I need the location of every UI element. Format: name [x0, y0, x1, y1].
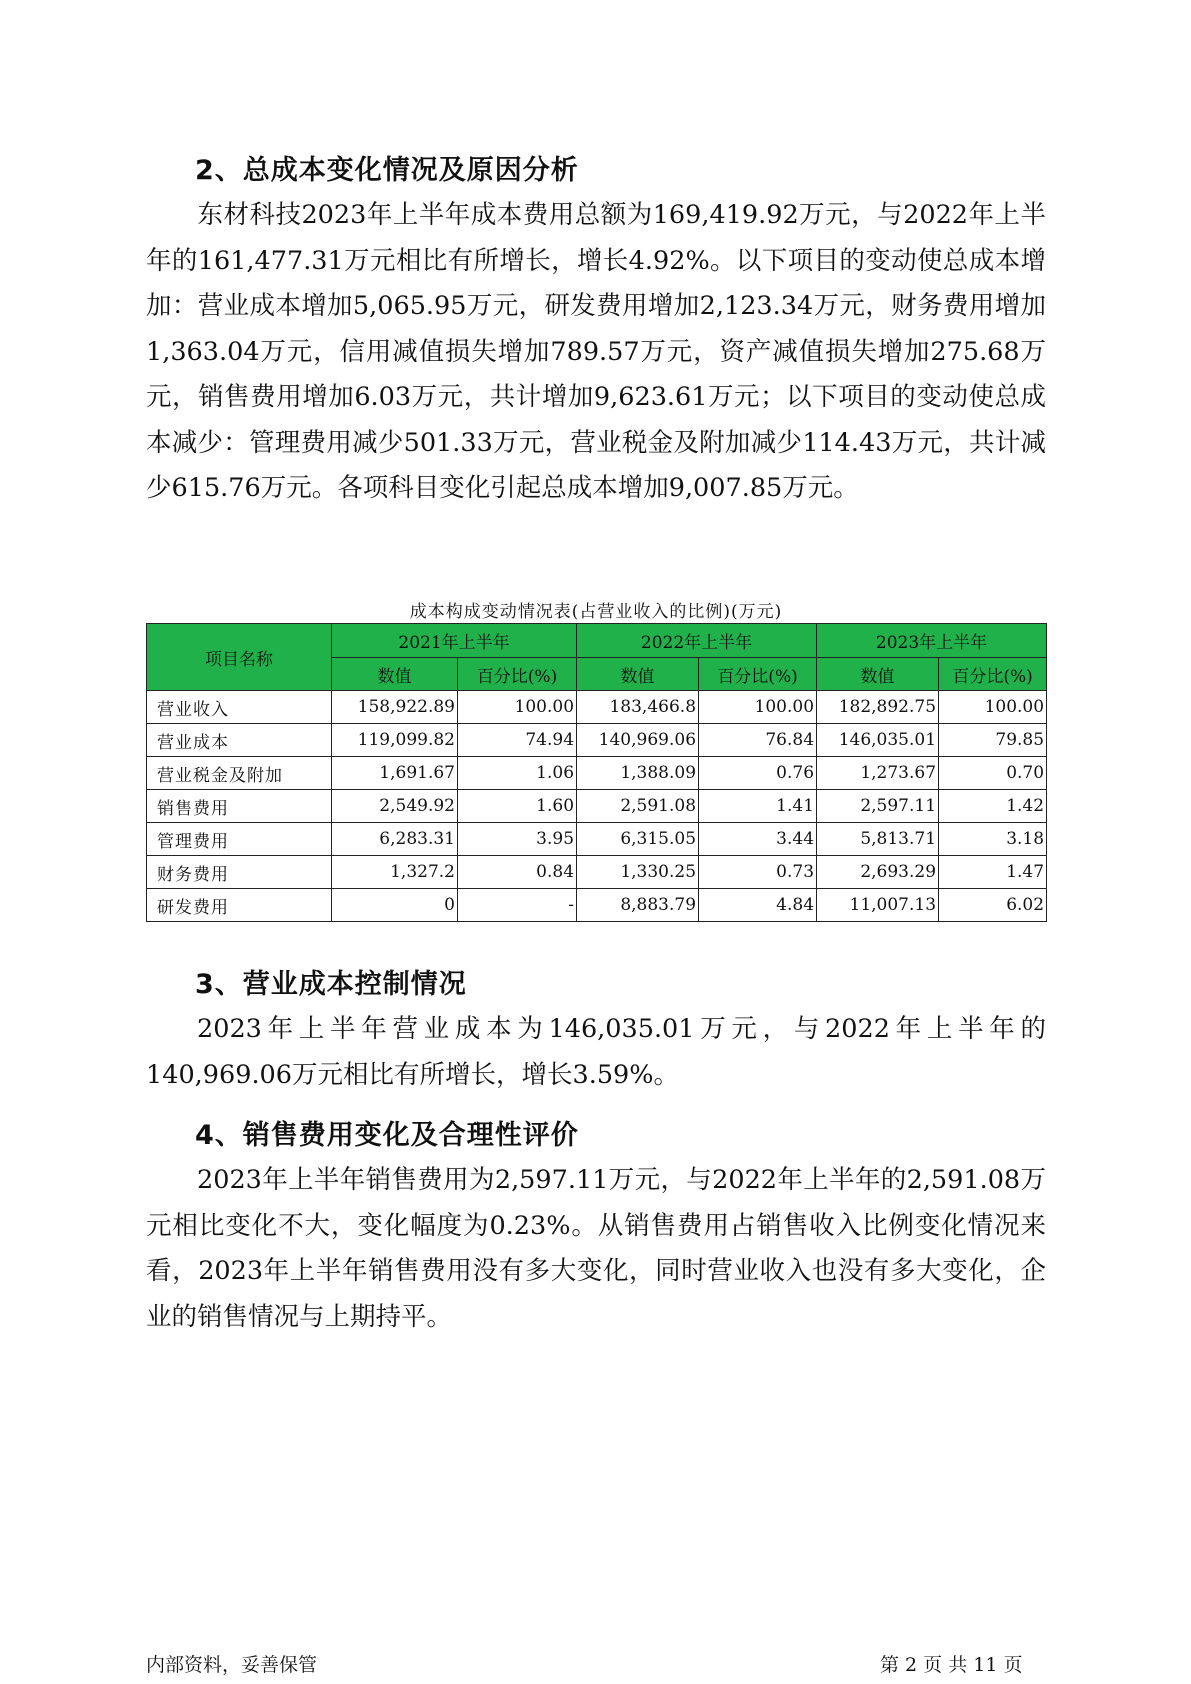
percent-2023: 100.00 [939, 691, 1047, 724]
value-2023: 146,035.01 [817, 724, 939, 757]
table-row [147, 790, 1047, 823]
value-2023: 11,007.13 [817, 889, 939, 922]
value-2021: 1,691.67 [332, 757, 458, 790]
percent-2023: 0.70 [939, 757, 1047, 790]
percent-subheader: 百分比(%) [458, 658, 577, 691]
percent-2023: 3.18 [939, 823, 1047, 856]
period-header-2022: 2022年上半年 [577, 624, 817, 658]
percent-2022: 1.41 [699, 790, 817, 823]
table-row [147, 823, 1047, 856]
value-2023: 1,273.67 [817, 757, 939, 790]
percent-2023: 1.47 [939, 856, 1047, 889]
value-2021: 1,327.2 [332, 856, 458, 889]
percent-2022: 0.76 [699, 757, 817, 790]
percent-subheader: 百分比(%) [939, 658, 1047, 691]
row-name: 营业收入 [147, 691, 332, 724]
percent-2022: 4.84 [699, 889, 817, 922]
percent-2023: 6.02 [939, 889, 1047, 922]
section3-heading: 3、营业成本控制情况 [195, 969, 467, 1000]
percent-2022: 76.84 [699, 724, 817, 757]
percent-2023: 1.42 [939, 790, 1047, 823]
value-subheader: 数值 [332, 658, 458, 691]
row-name: 营业成本 [147, 724, 332, 757]
row-name: 研发费用 [147, 889, 332, 922]
value-2022: 1,330.25 [577, 856, 699, 889]
table-caption: 成本构成变动情况表(占营业收入的比例)(万元) [409, 602, 783, 622]
section2-heading: 2、总成本变化情况及原因分析 [195, 155, 579, 186]
value-2021: 119,099.82 [332, 724, 458, 757]
percent-2022: 3.44 [699, 823, 817, 856]
section4-heading: 4、销售费用变化及合理性评价 [195, 1120, 579, 1151]
value-2022: 1,388.09 [577, 757, 699, 790]
table-row [147, 691, 1047, 724]
value-2021: 158,922.89 [332, 691, 458, 724]
percent-2023: 79.85 [939, 724, 1047, 757]
value-2021: 2,549.92 [332, 790, 458, 823]
percent-2021: 3.95 [458, 823, 577, 856]
value-2022: 2,591.08 [577, 790, 699, 823]
value-subheader: 数值 [817, 658, 939, 691]
section4-paragraph-text: 2023年上半年销售费用为2,597.11万元，与2022年上半年的2,591.08万元相比变化不大，变化幅度为0.23%。从销售费用占销售收入比例变化情况来看，2023年上半年销售费用没有多大变化，同时营业收入也没有多大变化，企业的销售情况与上期持平。 [146, 1165, 1046, 1332]
percent-2022: 100.00 [699, 691, 817, 724]
section2-paragraph-text: 东材科技2023年上半年成本费用总额为169,419.92万元，与2022年上半年的161,477.31万元相比有所增长，增长4.92%。以下项目的变动使总成本增加：营业成本增加5,065.95万元，研发费用增加2,123.34万元，财务费用增加1,363.04万元，信用减值损失增加789.57万元，资产减值损失增加275.68万元，销售费用增加6.03万元，共计增加9,623.61万元；以下项目的变动使总成本减少：管理费用减少501.33万元，营业税金及附加减少114.43万元，共计减少615.76万元。各项科目变化引起总成本增加9,007.85万元。 [146, 200, 1046, 503]
value-2022: 8,883.79 [577, 889, 699, 922]
value-2022: 183,466.8 [577, 691, 699, 724]
cost-structure-table [146, 623, 1047, 922]
table-row [147, 757, 1047, 790]
value-2023: 2,597.11 [817, 790, 939, 823]
value-2023: 5,813.71 [817, 823, 939, 856]
percent-2021: 0.84 [458, 856, 577, 889]
percent-subheader: 百分比(%) [699, 658, 817, 691]
row-name: 销售费用 [147, 790, 332, 823]
row-name: 管理费用 [147, 823, 332, 856]
percent-2021: 100.00 [458, 691, 577, 724]
value-2023: 2,693.29 [817, 856, 939, 889]
period-header-2021: 2021年上半年 [332, 624, 577, 658]
table-row [147, 889, 1047, 922]
value-2021: 0 [332, 889, 458, 922]
section3-paragraph-text: 2023年上半年营业成本为146,035.01万元，与2022年上半年的140,969.06万元相比有所增长，增长3.59%。 [146, 1014, 1046, 1090]
table-row [147, 724, 1047, 757]
percent-2021: - [458, 889, 577, 922]
value-2023: 182,892.75 [817, 691, 939, 724]
period-header-2023: 2023年上半年 [817, 624, 1047, 658]
value-2021: 6,283.31 [332, 823, 458, 856]
footer-confidential-note: 内部资料，妥善保管 [146, 1654, 318, 1676]
value-2022: 140,969.06 [577, 724, 699, 757]
section4-paragraph [146, 1158, 1046, 1340]
item-name-header: 项目名称 [147, 624, 332, 691]
section2-paragraph [146, 193, 1046, 512]
percent-2022: 0.73 [699, 856, 817, 889]
percent-2021: 1.06 [458, 757, 577, 790]
row-name: 财务费用 [147, 856, 332, 889]
percent-2021: 1.60 [458, 790, 577, 823]
section3-paragraph [146, 1007, 1046, 1098]
percent-2021: 74.94 [458, 724, 577, 757]
row-name: 营业税金及附加 [147, 757, 332, 790]
value-subheader: 数值 [577, 658, 699, 691]
value-2022: 6,315.05 [577, 823, 699, 856]
footer-page-number: 第 2 页 共 11 页 [880, 1654, 1023, 1676]
table-row [147, 856, 1047, 889]
